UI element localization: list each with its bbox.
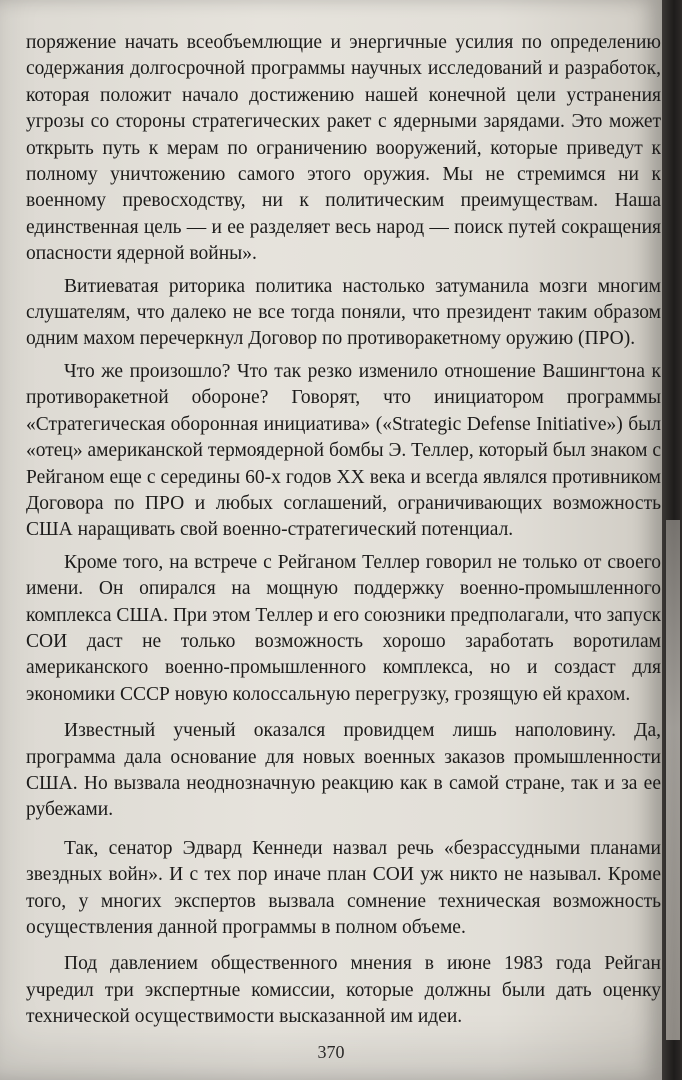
paragraph-2: Витиеватая риторика политика настолько затуманила мозги многим слушателям, что далеко не все тогда поняли, что президент таким образом одним махом перечеркнул Договор по противоракетному оружию (ПРО).: [26, 275, 661, 350]
paragraph-6: Так, сенатор Эдвард Кеннеди назвал речь «безрассудными планами звездных войн». И с тех пор иначе план СОИ уж никто не называл. Кроме того, у многих экспертов вызвала сомнение техническая возможность осуществления данной программы в полном объеме.: [26, 837, 661, 938]
book-spine-edge: [662, 0, 682, 1080]
paragraph-7: Под давлением общественного мнения в июне 1983 года Рейган учредил три экспертные комиссии, которые должны были дать оценку технической осуществимости высказанной им идеи.: [26, 953, 661, 1028]
body-text: [26, 30, 661, 1043]
page-number: 370: [317, 1042, 345, 1062]
next-page-edge: [666, 520, 680, 1040]
paragraph-5: Известный ученый оказался провидцем лишь наполовину. Да, программа дала основание для новых военных заказов промышленности США. Но вызвала неоднозначную реакцию как в самой стране, так и за ее рубежами.: [26, 720, 661, 821]
paragraph-4: Кроме того, на встрече с Рейганом Теллер говорил не только от своего имени. Он опирался на мощную поддержку военно-промышленного комплекса США. При этом Теллер и его союзники предполагали, что запуск СОИ даст не только возможность хорошо заработать воротилам американского военно-промышленного комплекса, но и создаст для экономики СССР новую колоссальную перегрузку, грозящую ей крахом.: [26, 551, 661, 705]
paragraph-1: поряжение начать всеобъемлющие и энергичные усилия по определению содержания долгосрочной программы научных исследований и разработок, которая положит начало достижению нашей конечной цели устранения угрозы со стороны стратегических ракет с ядерными зарядами. Это может открыть путь к мерам по ограничению вооружений, которые приведут к полному уничтожению самого этого оружия. Мы не стремимся ни к военному превосходству, ни к политическим преимуществам. Наша единственная цель — и ее разделяет весь народ — поиск путей сокращения опасности ядерной войны».: [26, 32, 661, 265]
paragraph-3: Что же произошло? Что так резко изменило отношение Вашингтона к противоракетной обороне? Говорят, что инициатором программы «Стратегическая оборонная инициатива» («Strategic Defense Initiative») был «отец» американской термоядерной бомбы Э. Теллер, который был знаком с Рейганом еще с середины 60-х годов XX века и всегда являлся противником Договора по ПРО и любых соглашений, ограничивающих возможность США наращивать свой военно-стратегический потенциал.: [26, 360, 661, 541]
